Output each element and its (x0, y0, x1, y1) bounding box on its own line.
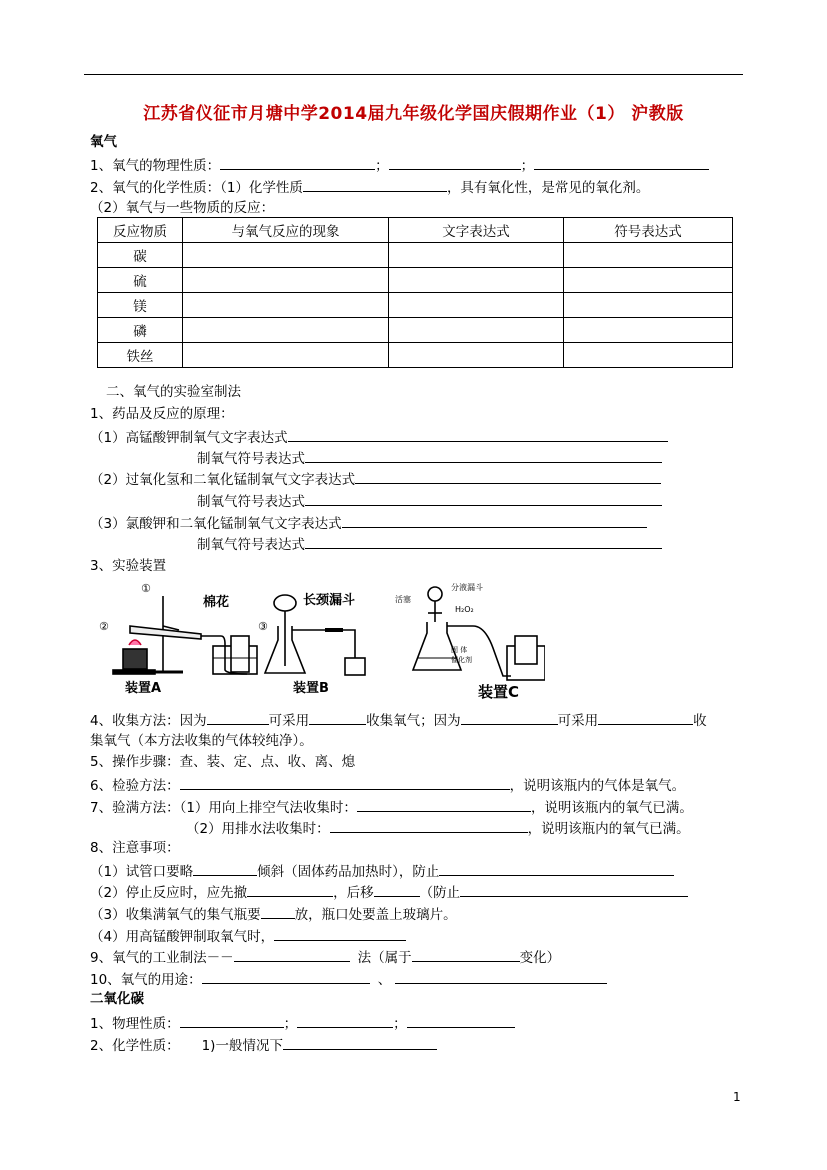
blank-cell[interactable] (564, 318, 733, 343)
r3-label: （3）氯酸钾和二氧化锰制氧气文字表达式 (90, 516, 342, 532)
sym-label: 制氧气符号表达式 (197, 451, 305, 467)
n2-text: （防止 (419, 885, 461, 901)
c2 (90, 1034, 437, 1054)
sym-label: 制氧气符号表达式 (197, 494, 305, 510)
funnel-top (274, 595, 296, 611)
blank[interactable] (180, 1012, 284, 1028)
blank-cell[interactable] (564, 243, 733, 268)
c2-text: 1)一般情况下 (201, 1038, 283, 1054)
blank[interactable] (261, 903, 295, 919)
p4-cont: 集氧气（本方法收集的气体较纯净）。 (90, 733, 313, 749)
blank-cell[interactable] (564, 343, 733, 368)
blank-cell[interactable] (389, 318, 564, 343)
p7-label2: （2）用排水法收集时： (186, 821, 330, 837)
label-solid: 固 体 (451, 646, 468, 654)
blank[interactable] (439, 860, 674, 876)
substance-cell: 碳 (98, 243, 183, 268)
r3-word (90, 512, 647, 532)
p4-text: 收 (693, 713, 707, 729)
p4 (90, 709, 707, 729)
blank-cell[interactable] (564, 293, 733, 318)
note-2 (90, 881, 688, 901)
note-3 (90, 903, 457, 923)
blank[interactable] (180, 774, 510, 790)
label-funnel: 长颈漏斗 (303, 593, 356, 608)
p1: 1、药品及反应的原理： (90, 406, 234, 422)
blank-cell[interactable] (389, 293, 564, 318)
blank[interactable] (357, 796, 531, 812)
label-circle2: ② (99, 620, 109, 633)
gas-jar-c (515, 636, 537, 664)
label-sep-funnel: 分液漏斗 (451, 583, 483, 592)
q2-chemical-properties (90, 176, 649, 196)
separator: ； (520, 158, 535, 174)
p4-text: 收集氧气；因为 (366, 713, 461, 729)
reaction-table (97, 217, 733, 368)
table-row (98, 243, 733, 268)
blank[interactable] (202, 968, 370, 984)
separator: ； (283, 1016, 298, 1032)
alcohol-lamp (123, 649, 147, 669)
q2-label: 2、氧气的化学性质：（1）化学性质 (90, 180, 303, 196)
q1-physical-properties (90, 154, 709, 174)
c2-label: 2、化学性质： (90, 1038, 180, 1054)
label-setup-a: 装置A (125, 681, 162, 696)
p4-text: 可采用 (557, 713, 599, 729)
blank[interactable] (461, 709, 558, 725)
substance-cell: 镁 (98, 293, 183, 318)
r1-label: （1）高锰酸钾制氧气文字表达式 (90, 430, 288, 446)
blank[interactable] (374, 881, 420, 897)
table-row (98, 293, 733, 318)
r2-word (90, 468, 661, 488)
blank[interactable] (395, 968, 607, 984)
p10-label: 10、氧气的用途： (90, 972, 202, 988)
blank-cell[interactable] (183, 268, 389, 293)
table-row (98, 268, 733, 293)
collection-bottle-b (345, 658, 365, 675)
blank-cell[interactable] (183, 318, 389, 343)
q2-suffix: ，具有氧化性，是常见的氧化剂。 (446, 180, 650, 196)
separator: ； (375, 158, 389, 174)
p7-2 (186, 817, 690, 837)
blank[interactable] (247, 881, 333, 897)
blank[interactable] (193, 860, 257, 876)
note-1 (90, 860, 674, 880)
n2-label: （2）停止反应时，应先撤 (90, 885, 248, 901)
p6 (90, 774, 685, 794)
p9 (90, 946, 560, 966)
blank[interactable] (330, 817, 528, 833)
p4-label: 4、收集方法：因为 (90, 713, 207, 729)
p10-sep: 、 (377, 972, 392, 988)
p7-label: 7、验满方法：（1）用向上排空气法收集时： (90, 800, 357, 816)
blank[interactable] (305, 533, 662, 549)
p3: 3、实验装置 (90, 558, 167, 574)
label-setup-c: 装置C (478, 683, 520, 701)
section-heading-oxygen: 氧气 (90, 134, 117, 150)
blank[interactable] (234, 946, 350, 962)
note-4 (90, 925, 406, 945)
page-number: 1 (733, 1090, 741, 1104)
n1-label: （1）试管口要略 (90, 864, 194, 880)
col-header: 文字表达式 (389, 218, 564, 243)
label-setup-b: 装置B (293, 681, 329, 696)
p6-suffix: ，说明该瓶内的气体是氧气。 (509, 778, 686, 794)
n2-text: ，后移 (333, 885, 374, 901)
blank[interactable] (460, 881, 688, 897)
blank[interactable] (342, 512, 647, 528)
label-h2o2: H₂O₂ (455, 605, 474, 614)
col-header: 与氧气反应的现象 (183, 218, 389, 243)
blank-cell[interactable] (183, 293, 389, 318)
c1-label: 1、物理性质： (90, 1016, 180, 1032)
blank[interactable] (534, 154, 709, 170)
blank[interactable] (389, 154, 521, 170)
substance-cell: 硫 (98, 268, 183, 293)
test-tube (130, 626, 201, 639)
blank[interactable] (305, 490, 662, 506)
table-row (98, 343, 733, 368)
p7-suffix: ，说明该瓶内的氧气已满。 (530, 800, 693, 816)
c1 (90, 1012, 515, 1032)
delivery-tube-b (292, 630, 355, 658)
p6-label: 6、检验方法： (90, 778, 180, 794)
label-catalyst: 催化剂 (451, 656, 472, 664)
substance-cell: 铁丝 (98, 343, 183, 368)
p4-text: 可采用 (268, 713, 310, 729)
separator: ； (393, 1016, 407, 1032)
n1-text: 倾斜（固体药品加热时），防止 (257, 864, 440, 880)
blank[interactable] (305, 447, 662, 463)
section-heading-co2: 二氧化碳 (90, 991, 144, 1007)
r2-label: （2）过氧化氢和二氧化锰制氧气文字表达式 (90, 472, 356, 488)
page-title: 江苏省仪征市月塘中学2014届九年级化学国庆假期作业（1） 沪教版 (143, 104, 684, 124)
blank[interactable] (207, 709, 269, 725)
table-header-row (98, 218, 733, 243)
blank[interactable] (412, 946, 520, 962)
p7 (90, 796, 693, 816)
r1-word (90, 426, 668, 446)
label-cap: 活塞 (395, 595, 411, 604)
blank[interactable] (220, 154, 375, 170)
blank[interactable] (288, 426, 668, 442)
blank-cell[interactable] (389, 243, 564, 268)
label-cotton: 棉花 (203, 595, 230, 610)
label-circle1: ① (141, 582, 151, 595)
r1-symbol (197, 447, 662, 467)
blank[interactable] (274, 925, 406, 941)
p8: 8、注意事项： (90, 840, 180, 856)
substance-cell: 磷 (98, 318, 183, 343)
col-header: 反应物质 (98, 218, 183, 243)
n3-label: （3）收集满氧气的集气瓶要 (90, 907, 261, 923)
blank[interactable] (309, 709, 366, 725)
blank-cell[interactable] (389, 343, 564, 368)
p9-text: 法（属于 (357, 950, 412, 966)
r3-symbol (197, 533, 662, 553)
blank-cell[interactable] (183, 343, 389, 368)
label-circle3: ③ (258, 620, 268, 633)
p10 (90, 968, 607, 988)
gas-jar-a (231, 636, 249, 672)
p5: 5、操作步骤：查、装、定、点、收、离、熄 (90, 754, 356, 770)
q1-label: 1、氧气的物理性质： (90, 158, 221, 174)
header-rule (84, 74, 743, 75)
blank[interactable] (598, 709, 693, 725)
blank-cell[interactable] (564, 268, 733, 293)
table-row (98, 318, 733, 343)
blank[interactable] (297, 1012, 393, 1028)
flame-icon (129, 640, 141, 645)
blank[interactable] (283, 1034, 437, 1050)
q2-sub: （2）氧气与一些物质的反应： (90, 200, 275, 216)
blank[interactable] (407, 1012, 515, 1028)
blank-cell[interactable] (183, 243, 389, 268)
n4-label: （4）用高锰酸钾制取氧气时， (90, 929, 275, 945)
lab-heading: 二、氧气的实验室制法 (106, 384, 241, 400)
sym-label: 制氧气符号表达式 (197, 537, 305, 553)
blank-cell[interactable] (389, 268, 564, 293)
p9-text: 变化） (519, 950, 561, 966)
blank[interactable] (303, 176, 447, 192)
separatory-funnel (428, 587, 442, 601)
r2-symbol (197, 490, 662, 510)
p7-suffix2: ，说明该瓶内的氧气已满。 (527, 821, 690, 837)
n3-text: 放，瓶口处要盖上玻璃片。 (294, 907, 457, 923)
col-header: 符号表达式 (564, 218, 733, 243)
blank[interactable] (355, 468, 661, 484)
p9-label: 9、氧气的工业制法－－ (90, 950, 234, 966)
